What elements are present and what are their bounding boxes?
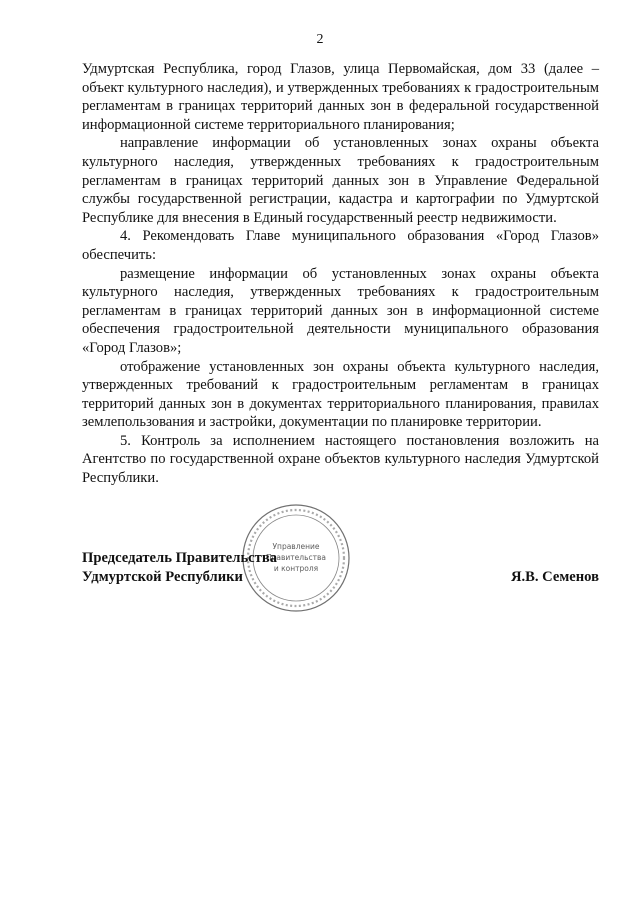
- signatory-name: Я.В. Семенов: [510, 569, 599, 585]
- stamp-line-2: Правительства: [266, 553, 326, 562]
- page-number: 2: [316, 32, 324, 47]
- stamp-line-3: и контроля: [273, 564, 319, 573]
- paragraph-continuation: Удмуртская Республика, город Глазов, улица Первомайская, дом 33 (далее – объект культурного наследия), и утвержденных требованиях к градостроительным регламентам в границах территорий данных зон в федеральной государственной информационной системе территориального планирования;: [82, 61, 599, 133]
- stamp-line-1: Управление: [272, 542, 320, 551]
- paragraph-placement: размещение информации об установленных зонах охраны объекта культурного наследия, утвержденных требованиях к градостроительным регламентам в границах территорий данных зон в информационной системе обеспечения градостроительной деятельности муниципального образования «Город Глазов»;: [82, 265, 599, 356]
- signatory-title-line-1: Председатель Правительства: [82, 550, 278, 566]
- signature-block: [82, 549, 599, 593]
- paragraph-display: отображение установленных зон охраны объекта культурного наследия, утвержденных требований к градостроительным регламентам в границах территорий данных зон в документах территориального планирования, правилах землепользования и застройки, документации по планировке территории.: [82, 358, 599, 431]
- paragraph-direction: направление информации об установленных зонах охраны объекта культурного наследия, утвержденных требованиях к градостроительным регламентам в границах территорий данных зон в Управление Федеральной службы государственной регистрации, кадастра и картографии по Удмуртской Республике для внесения в Единый государственный реестр недвижимости.: [82, 135, 599, 226]
- document-body: [82, 60, 599, 488]
- paragraph-item-5: 5. Контроль за исполнением настоящего постановления возложить на Агентство по государственной охране объектов культурного наследия Удмуртской Республики.: [82, 432, 599, 487]
- paragraph-item-4: 4. Рекомендовать Главе муниципального образования «Город Глазов» обеспечить:: [82, 228, 599, 263]
- signatory-title-line-2: Удмуртской Республики: [82, 568, 243, 585]
- signatory-title: [82, 549, 277, 586]
